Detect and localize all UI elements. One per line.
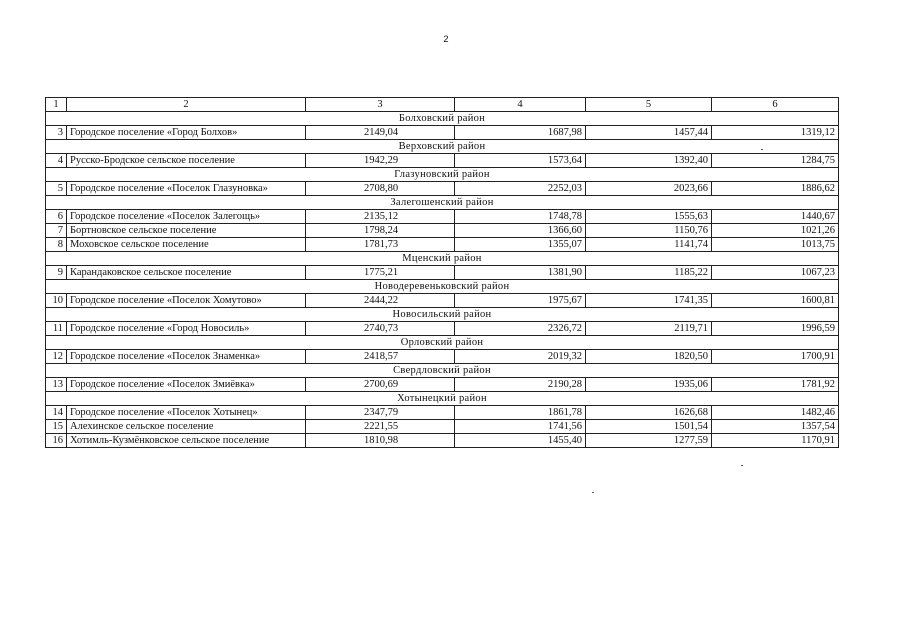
district-row bbox=[46, 280, 839, 294]
page-number: 2 bbox=[443, 34, 449, 44]
value-col-5: 1185,22 bbox=[586, 266, 712, 280]
value-col-6: 1482,46 bbox=[712, 406, 839, 420]
settlement-name: Городское поселение «Поселок Хотынец» bbox=[67, 406, 306, 420]
table-body bbox=[46, 98, 839, 448]
value-col-3: 2444,22 bbox=[306, 294, 455, 308]
row-number: 4 bbox=[46, 154, 67, 168]
value-col-5: 1392,40 bbox=[586, 154, 712, 168]
value-col-3: 2221,55 bbox=[306, 420, 455, 434]
value-col-5: 1277,59 bbox=[586, 434, 712, 448]
value-col-3: 2740,73 bbox=[306, 322, 455, 336]
table-row bbox=[46, 182, 839, 196]
district-name: Мценский район bbox=[46, 252, 839, 266]
settlement-name: Городское поселение «Поселок Залегощь» bbox=[67, 210, 306, 224]
value-col-4: 2252,03 bbox=[455, 182, 586, 196]
table-row bbox=[46, 294, 839, 308]
district-name: Залегошенский район bbox=[46, 196, 839, 210]
settlement-name: Карандаковское сельское поселение bbox=[67, 266, 306, 280]
value-col-6: 1600,81 bbox=[712, 294, 839, 308]
value-col-6: 1781,92 bbox=[712, 378, 839, 392]
table-row bbox=[46, 266, 839, 280]
table-row bbox=[46, 406, 839, 420]
scan-speck bbox=[761, 149, 763, 150]
value-col-3: 1775,21 bbox=[306, 266, 455, 280]
value-col-5: 1501,54 bbox=[586, 420, 712, 434]
district-row bbox=[46, 392, 839, 406]
district-row bbox=[46, 140, 839, 154]
district-name: Верховский район bbox=[46, 140, 839, 154]
table-row bbox=[46, 434, 839, 448]
settlement-name: Алехинское сельское поселение bbox=[67, 420, 306, 434]
value-col-5: 2023,66 bbox=[586, 182, 712, 196]
settlement-name: Моховское сельское поселение bbox=[67, 238, 306, 252]
district-row bbox=[46, 364, 839, 378]
header-col-4: 4 bbox=[455, 98, 586, 112]
district-name: Болховский район bbox=[46, 112, 839, 126]
value-col-5: 1741,35 bbox=[586, 294, 712, 308]
value-col-4: 1748,78 bbox=[455, 210, 586, 224]
value-col-5: 1141,74 bbox=[586, 238, 712, 252]
value-col-6: 1284,75 bbox=[712, 154, 839, 168]
value-col-6: 1357,54 bbox=[712, 420, 839, 434]
district-name: Глазуновский район bbox=[46, 168, 839, 182]
value-col-3: 1798,24 bbox=[306, 224, 455, 238]
value-col-6: 1886,62 bbox=[712, 182, 839, 196]
value-col-5: 1457,44 bbox=[586, 126, 712, 140]
row-number: 6 bbox=[46, 210, 67, 224]
table-row bbox=[46, 378, 839, 392]
value-col-5: 1820,50 bbox=[586, 350, 712, 364]
value-col-3: 2708,80 bbox=[306, 182, 455, 196]
settlement-name: Городское поселение «Поселок Змиёвка» bbox=[67, 378, 306, 392]
district-name: Новосильский район bbox=[46, 308, 839, 322]
row-number: 8 bbox=[46, 238, 67, 252]
value-col-5: 1555,63 bbox=[586, 210, 712, 224]
value-col-6: 1067,23 bbox=[712, 266, 839, 280]
value-col-4: 1687,98 bbox=[455, 126, 586, 140]
settlement-name: Городское поселение «Поселок Знаменка» bbox=[67, 350, 306, 364]
table-row bbox=[46, 154, 839, 168]
row-number: 9 bbox=[46, 266, 67, 280]
value-col-5: 1935,06 bbox=[586, 378, 712, 392]
settlement-name: Городское поселение «Поселок Глазуновка» bbox=[67, 182, 306, 196]
scan-speck bbox=[741, 465, 743, 466]
value-col-4: 1355,07 bbox=[455, 238, 586, 252]
value-col-3: 2700,69 bbox=[306, 378, 455, 392]
row-number: 15 bbox=[46, 420, 67, 434]
value-col-6: 1013,75 bbox=[712, 238, 839, 252]
district-row bbox=[46, 336, 839, 350]
settlement-name: Городское поселение «Город Новосиль» bbox=[67, 322, 306, 336]
row-number: 10 bbox=[46, 294, 67, 308]
table-row bbox=[46, 420, 839, 434]
value-col-4: 1381,90 bbox=[455, 266, 586, 280]
value-col-3: 1810,98 bbox=[306, 434, 455, 448]
value-col-6: 1440,67 bbox=[712, 210, 839, 224]
settlement-name: Городское поселение «Поселок Хомутово» bbox=[67, 294, 306, 308]
value-col-3: 2149,04 bbox=[306, 126, 455, 140]
value-col-3: 2418,57 bbox=[306, 350, 455, 364]
row-number: 7 bbox=[46, 224, 67, 238]
district-row bbox=[46, 252, 839, 266]
settlement-name: Русско-Бродское сельское поселение bbox=[67, 154, 306, 168]
header-col-3: 3 bbox=[306, 98, 455, 112]
value-col-4: 1861,78 bbox=[455, 406, 586, 420]
value-col-4: 1573,64 bbox=[455, 154, 586, 168]
table-row bbox=[46, 224, 839, 238]
district-name: Свердловский район bbox=[46, 364, 839, 378]
value-col-5: 2119,71 bbox=[586, 322, 712, 336]
value-col-4: 2190,28 bbox=[455, 378, 586, 392]
header-col-6: 6 bbox=[712, 98, 839, 112]
district-row bbox=[46, 196, 839, 210]
value-col-6: 1700,91 bbox=[712, 350, 839, 364]
header-col-5: 5 bbox=[586, 98, 712, 112]
scan-speck bbox=[592, 492, 594, 493]
table-row bbox=[46, 350, 839, 364]
header-col-1: 1 bbox=[46, 98, 67, 112]
district-name: Новодеревеньковский район bbox=[46, 280, 839, 294]
table-row bbox=[46, 322, 839, 336]
header-col-2: 2 bbox=[67, 98, 306, 112]
value-col-5: 1626,68 bbox=[586, 406, 712, 420]
value-col-4: 2019,32 bbox=[455, 350, 586, 364]
value-col-4: 1455,40 bbox=[455, 434, 586, 448]
row-number: 11 bbox=[46, 322, 67, 336]
row-number: 12 bbox=[46, 350, 67, 364]
row-number: 13 bbox=[46, 378, 67, 392]
row-number: 14 bbox=[46, 406, 67, 420]
value-col-4: 1975,67 bbox=[455, 294, 586, 308]
row-number: 3 bbox=[46, 126, 67, 140]
value-col-3: 1942,29 bbox=[306, 154, 455, 168]
settlement-name: Бортновское сельское поселение bbox=[67, 224, 306, 238]
table-row bbox=[46, 210, 839, 224]
settlement-name: Городское поселение «Город Болхов» bbox=[67, 126, 306, 140]
district-name: Орловский район bbox=[46, 336, 839, 350]
value-col-6: 1170,91 bbox=[712, 434, 839, 448]
value-col-4: 1366,60 bbox=[455, 224, 586, 238]
value-col-5: 1150,76 bbox=[586, 224, 712, 238]
district-name: Хотынецкий район bbox=[46, 392, 839, 406]
value-col-3: 2135,12 bbox=[306, 210, 455, 224]
tariff-table bbox=[45, 97, 839, 448]
table-row bbox=[46, 126, 839, 140]
row-number: 16 bbox=[46, 434, 67, 448]
settlement-name: Хотимль-Кузмёнковское сельское поселение bbox=[67, 434, 306, 448]
value-col-3: 2347,79 bbox=[306, 406, 455, 420]
district-row bbox=[46, 308, 839, 322]
district-row bbox=[46, 168, 839, 182]
value-col-6: 1319,12 bbox=[712, 126, 839, 140]
value-col-6: 1996,59 bbox=[712, 322, 839, 336]
row-number: 5 bbox=[46, 182, 67, 196]
value-col-4: 1741,56 bbox=[455, 420, 586, 434]
value-col-4: 2326,72 bbox=[455, 322, 586, 336]
district-row bbox=[46, 112, 839, 126]
table-header-row bbox=[46, 98, 839, 112]
value-col-6: 1021,26 bbox=[712, 224, 839, 238]
value-col-3: 1781,73 bbox=[306, 238, 455, 252]
table-row bbox=[46, 238, 839, 252]
